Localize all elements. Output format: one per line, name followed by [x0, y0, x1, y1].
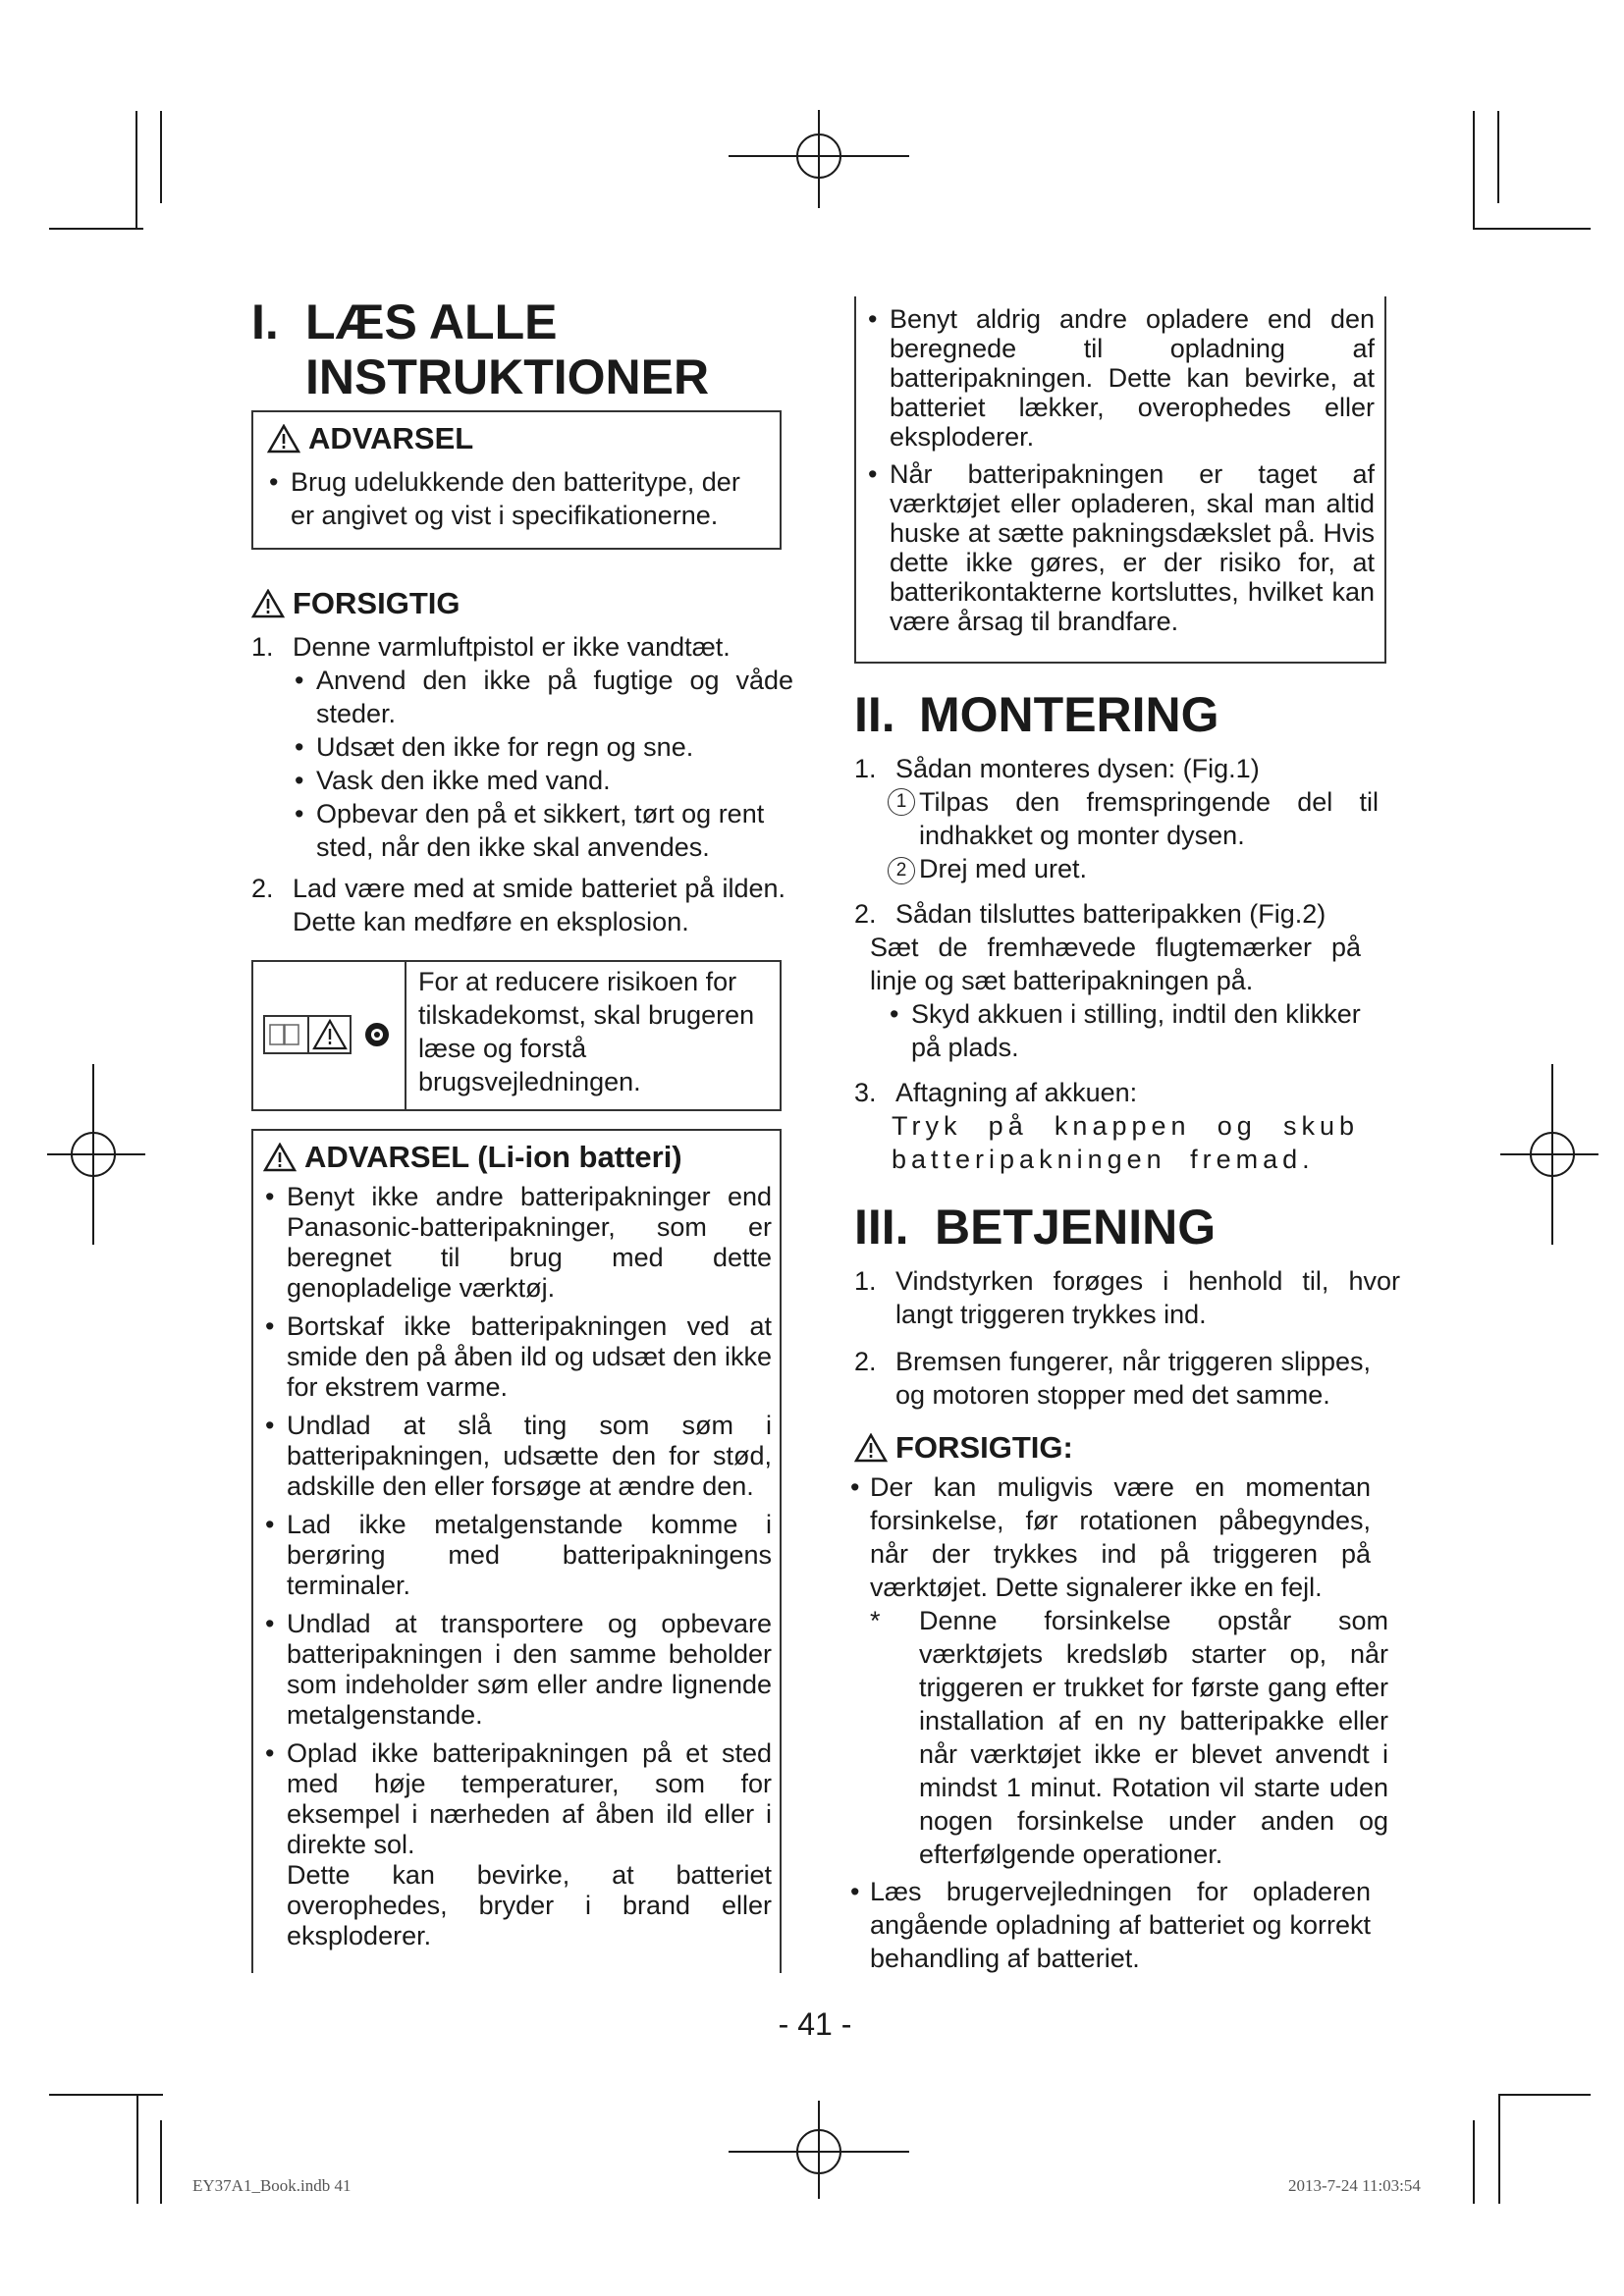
section-3-title: III. BETJENING [854, 1200, 1217, 1255]
warning-title: ADVARSEL (Li-ion batteri) [263, 1139, 772, 1176]
sub-item: • Vask den ikke med vand. [293, 764, 801, 797]
section-3 [854, 1200, 1404, 1975]
warning-item: • Undlad at transportere og opbevare batteripakningen i den samme beholder som indeholder søm eller andre lignende metalgenstande. [263, 1609, 772, 1731]
caution-title: FORSIGTIG [251, 585, 801, 622]
registration-mark-top [729, 110, 909, 208]
warning-triangle-icon [267, 424, 300, 454]
mandatory-action-icon [363, 1021, 391, 1048]
caution-note: * Denne forsinkelse opstår som værktøjets kredsløb starter op, når triggeren er trukket for første gang efter installation af en ny batteripakke eller når værktøjet ikke er blevet anvendt i mindst 1 minut. Rotation vil starte uden nogen forsinkelse under anden og efterfølgende operationer. [870, 1606, 1388, 1869]
sub-item: • Skyd akkuen i stilling, indtil den klikker på plads. [888, 997, 1373, 1064]
footer-file-info: EY37A1_Book.indb 41 [192, 2176, 352, 2195]
warning-triangle-icon [251, 589, 285, 618]
warning-item: • Benyt ikke andre batteripakninger end Panasonic-batteripakninger, som er beregnet til brug med dette genopladelige værktøj. [263, 1182, 772, 1304]
list-item: 2. Lad være med at smide batteriet på ilden. Dette kan medføre en eksplosion. [251, 874, 785, 936]
page-number: - 41 - [778, 2006, 852, 2042]
caution-section [251, 585, 801, 938]
paragraph: Sæt de fremhævede flugtemærker på linje og sæt batteripakningen på. [870, 933, 1361, 995]
manual-notice-box [251, 960, 782, 1111]
registration-mark-right [1500, 1064, 1598, 1245]
caution-item: • Læs brugervejledningen for opladeren angående opladning af batteriet og korrekt behandling af batteriet. [848, 1875, 1371, 1975]
warning-triangle-icon [854, 1433, 888, 1463]
warning-item: • Brug udelukkende den batteritype, der er angivet og vist i specifikationerne. [267, 465, 766, 532]
warning-item: • Oplad ikke batteripakningen på et sted med høje temperaturer, som for eksempel i nærheden af åben ild eller i direkte sol. [263, 1738, 772, 1860]
sub-item: • Opbevar den på et sikkert, tørt og rent sted, når den ikke skal anvendes. [293, 797, 801, 864]
step-marker: 2 [888, 857, 915, 884]
list-item: 1. Denne varmluftpistol er ikke vandtæt. [251, 632, 731, 662]
warning-triangle-icon [263, 1143, 297, 1172]
warning-item: • Når batteripakningen er taget af værktøjet eller opladeren, skal man altid huske at sætte pakningsdækslet på. Hvis dette ikke gøres, er der risiko for, at batterikontakterne kortsluttes, hvilket kan være årsag til brandfare. [866, 459, 1375, 636]
sub-item: • Udsæt den ikke for regn og sne. [293, 730, 801, 764]
read-manual-icon [263, 1015, 352, 1054]
warning-item: • Lad ikke metalgenstande komme i berøring med batteripakningens terminaler. [263, 1510, 772, 1601]
list-item: 2. Sådan tilsluttes batteripakken (Fig.2) [854, 899, 1326, 929]
caution-item: • Der kan muligvis være en momentan forsinkelse, før rotationen påbegyndes, når der trykkes ind på triggeren på værktøjet. Dette signalerer ikke en fejl. [848, 1470, 1371, 1604]
section-1-number: I. [251, 294, 279, 349]
caution-title: FORSIGTIG: [854, 1429, 1404, 1467]
warning-box-li-ion-continued [854, 296, 1386, 664]
list-item: 3. Aftagning af akkuen: [854, 1078, 1138, 1107]
list-item: 1. Vindstyrken forøges i henhold til, hvor langt triggeren trykkes ind. [854, 1266, 1400, 1329]
warning-title: ADVARSEL [267, 420, 766, 457]
warning-consequence: Dette kan bevirke, at batteriet overophedes, bryder i brand eller eksploderer. [287, 1860, 772, 1950]
section-2 [854, 687, 1404, 1176]
warning-item: • Undlad at slå ting som søm i batteripakningen, udsætte den for stød, adskille den eller forsøge at ændre den. [263, 1411, 772, 1502]
section-2-title: II. MONTERING [854, 687, 1219, 742]
footer-timestamp: 2013-7-24 11:03:54 [1288, 2176, 1421, 2195]
warning-box-li-ion [251, 1129, 782, 1973]
section-1-title: I. LÆS ALLE INSTRUKTIONER [251, 294, 710, 404]
step-marker: 1 [888, 788, 915, 816]
sub-item: • Anvend den ikke på fugtige og våde steder. [293, 664, 801, 730]
registration-mark-left [47, 1064, 145, 1245]
warning-item: • Bortskaf ikke batteripakningen ved at smide den på åben ild og udsæt den ikke for ekstrem varme. [263, 1311, 772, 1403]
paragraph: Tryk på knappen og skub batteripakningen fremad. [892, 1111, 1359, 1174]
list-item: 1. Sådan monteres dysen: (Fig.1) [854, 754, 1260, 783]
list-item: 2. Bremsen fungerer, når triggeren slippes, og motoren stopper med det samme. [854, 1347, 1371, 1410]
registration-mark-bottom [729, 2101, 909, 2199]
manual-notice-text: For at reducere risikoen for tilskadekomst, skal brugeren læse og forstå brugsvejledningen. [418, 967, 755, 1096]
step-item: 2 Drej med uret. [854, 852, 1404, 885]
warning-item: • Benyt aldrig andre opladere end den beregnede til opladning af batteripakningen. Dette kan bevirke, at batteriet lækker, overophedes eller eksploderer. [866, 304, 1375, 452]
warning-box-battery-type [251, 410, 782, 550]
step-item: 1 Tilpas den fremspringende del til indhakket og monter dysen. [854, 785, 1379, 852]
